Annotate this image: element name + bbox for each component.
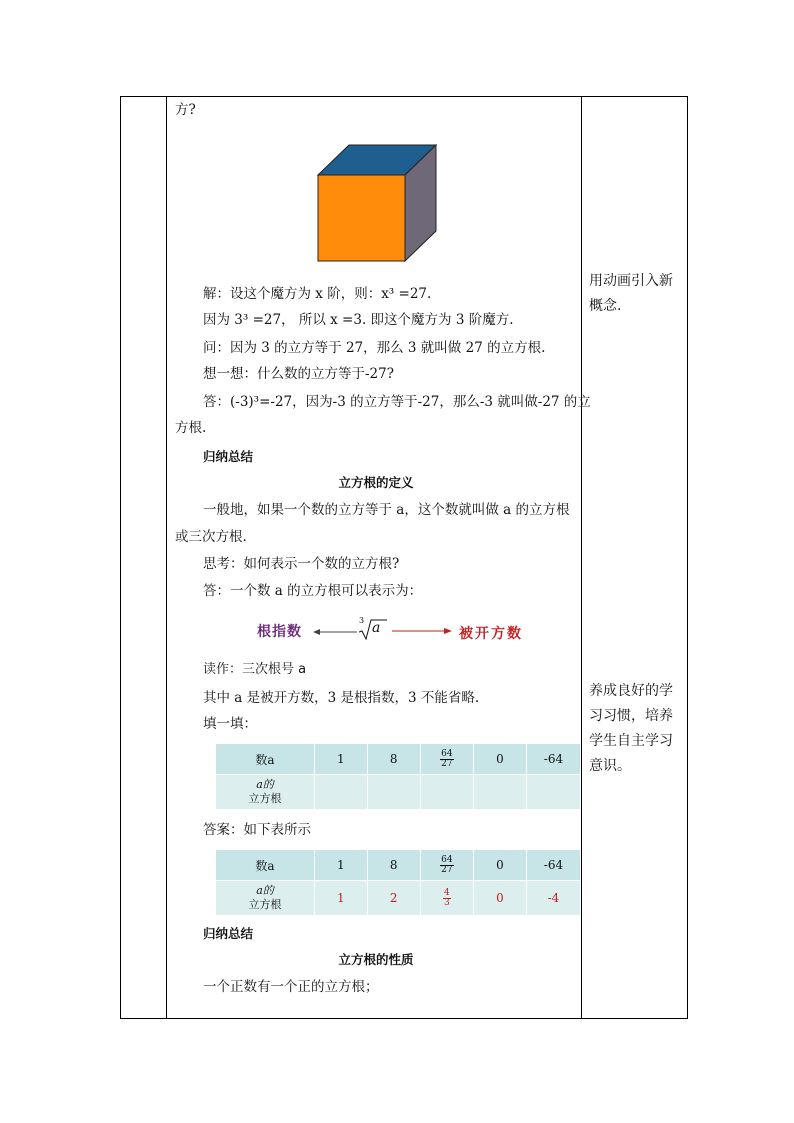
note-line: 习习惯，培养 bbox=[589, 708, 673, 724]
fraction-denominator: 27 bbox=[441, 864, 453, 875]
fraction bbox=[440, 856, 453, 875]
solution-line-3: 问：因为 3 的立方等于 27，那么 3 就叫做 27 的立方根. bbox=[203, 340, 546, 356]
fraction-numerator: 64 bbox=[441, 854, 453, 865]
cube-root-label-a: a的 bbox=[256, 884, 274, 897]
think-question: 思考：如何表示一个数的立方根? bbox=[203, 556, 400, 572]
arrow-to-radicand bbox=[392, 626, 452, 636]
fill-in-prompt: 填一填： bbox=[203, 716, 257, 732]
fraction bbox=[443, 889, 451, 908]
answer-cell: -4 bbox=[526, 881, 580, 916]
cube-front-face bbox=[318, 175, 405, 261]
solution-line-5a: 答：(-3)³=-27，因为-3 的立方等于-27，那么-3 就叫做-27 的立 bbox=[203, 394, 591, 410]
cube-root-label-a: a的 bbox=[256, 778, 274, 791]
cube-root-label-b: 立方根 bbox=[248, 898, 282, 911]
reading-text: 读作：三次根号 a bbox=[203, 662, 307, 677]
answer-cell: 1 bbox=[314, 881, 367, 916]
property-title: 立方根的性质 bbox=[338, 952, 414, 967]
property-line-1: 一个正数有一个正的立方根； bbox=[203, 979, 379, 995]
rubiks-cube-image bbox=[316, 144, 440, 262]
blank-cell[interactable] bbox=[314, 775, 367, 810]
continuation-text: 方? bbox=[175, 102, 196, 118]
solution-line-1: 解：设这个魔方为 x 阶，则：x³ =27. bbox=[203, 286, 432, 302]
table-cell: 8 bbox=[367, 744, 420, 775]
fraction-denominator: 3 bbox=[443, 897, 450, 908]
fill-in-table bbox=[215, 743, 581, 810]
definition-line-a: 一般地，如果一个数的立方等于 a，这个数就叫做 a 的立方根 bbox=[203, 502, 570, 518]
fraction bbox=[440, 750, 453, 769]
blank-cell[interactable] bbox=[367, 775, 420, 810]
table-cell: -64 bbox=[526, 744, 580, 775]
table-cell-fraction bbox=[420, 850, 473, 881]
fraction-numerator: 64 bbox=[441, 748, 453, 759]
answer-table bbox=[215, 849, 581, 916]
blank-cell[interactable] bbox=[420, 775, 473, 810]
table-cell: 0 bbox=[474, 744, 527, 775]
definition-title: 立方根的定义 bbox=[338, 475, 414, 490]
table-cell-fraction bbox=[420, 744, 473, 775]
lesson-table bbox=[120, 96, 688, 1019]
radicand-label: 被开方数 bbox=[459, 626, 523, 642]
note-line: 养成良好的学 bbox=[589, 683, 673, 699]
fraction-numerator: 4 bbox=[443, 887, 450, 898]
table-cell: 0 bbox=[474, 850, 527, 881]
table-cell: 1 bbox=[314, 850, 367, 881]
number-a-label: 数a bbox=[255, 752, 275, 767]
note-line: 概念. bbox=[589, 298, 622, 314]
definition-line-b: 或三次方根. bbox=[175, 529, 247, 545]
table-cell: -64 bbox=[526, 850, 580, 881]
column-divider-1 bbox=[166, 97, 167, 1018]
fraction-denominator: 27 bbox=[441, 758, 453, 769]
answer-intro: 答案：如下表所示 bbox=[203, 822, 311, 838]
summary-heading-2: 归纳总结 bbox=[203, 926, 254, 941]
table-row-label bbox=[216, 775, 315, 810]
answer-cell-fraction bbox=[420, 881, 473, 916]
blank-cell[interactable] bbox=[526, 775, 580, 810]
note-line: 意识。 bbox=[589, 758, 631, 774]
teaching-note-1 bbox=[589, 269, 685, 319]
note-line: 用动画引入新 bbox=[589, 273, 673, 289]
solution-line-4: 想一想：什么数的立方等于-27? bbox=[203, 366, 394, 382]
table-row bbox=[216, 744, 581, 775]
cube-root-label-b: 立方根 bbox=[248, 792, 282, 805]
think-answer: 答：一个数 a 的立方根可以表示为： bbox=[203, 583, 423, 599]
cube-root-notation-diagram bbox=[251, 615, 551, 655]
answer-cell: 0 bbox=[474, 881, 527, 916]
table-row bbox=[216, 850, 581, 881]
teaching-note-2 bbox=[589, 679, 685, 779]
blank-cell[interactable] bbox=[474, 775, 527, 810]
table-row-label: 数a bbox=[216, 850, 315, 881]
table-row-label bbox=[216, 881, 315, 916]
solution-line-5b: 方根. bbox=[175, 420, 207, 436]
radical-index: 3 bbox=[359, 616, 365, 625]
solution-line-2: 因为 3³ =27， 所以 x =3. 即这个魔方为 3 阶魔方. bbox=[203, 312, 514, 328]
table-row bbox=[216, 775, 581, 810]
table-cell: 8 bbox=[367, 850, 420, 881]
answer-cell: 2 bbox=[367, 881, 420, 916]
summary-heading-1: 归纳总结 bbox=[203, 449, 254, 464]
table-row-label bbox=[216, 744, 315, 775]
explain-text: 其中 a 是被开方数，3 是根指数，3 不能省略. bbox=[203, 690, 480, 706]
index-label: 根指数 bbox=[257, 624, 302, 640]
table-cell: 1 bbox=[314, 744, 367, 775]
radicand-symbol: a bbox=[372, 620, 381, 636]
note-line: 学生自主学习 bbox=[589, 733, 673, 749]
arrow-to-index bbox=[313, 627, 357, 637]
column-divider-2 bbox=[581, 97, 582, 1018]
table-row bbox=[216, 881, 581, 916]
